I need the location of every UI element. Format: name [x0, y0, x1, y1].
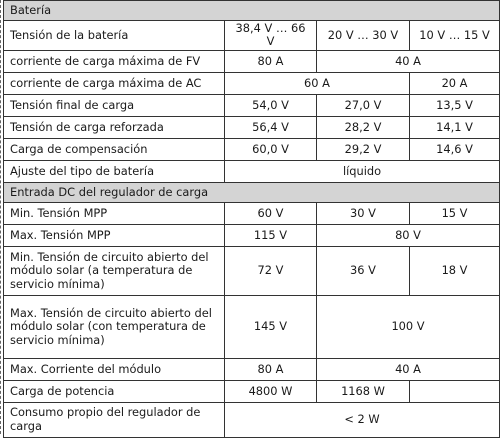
cell-value: 10 V … 15 V — [410, 21, 500, 51]
cell-value: 38,4 V … 66 V — [225, 21, 317, 51]
section-header-battery — [4, 1, 500, 21]
cell-value: líquido — [225, 160, 500, 182]
table-row — [4, 402, 500, 437]
row-label: corriente de carga máxima de FV — [4, 50, 225, 72]
table-row — [4, 50, 500, 72]
table-row — [4, 72, 500, 94]
cell-value: 36 V — [317, 246, 410, 295]
specifications-table — [3, 0, 500, 438]
cell-value: 60 V — [225, 202, 317, 224]
cell-value: 15 V — [410, 202, 500, 224]
cell-value: 27,0 V — [317, 94, 410, 116]
cell-value: 40 A — [317, 358, 500, 380]
row-label: Tensión de carga reforzada — [4, 116, 225, 138]
row-label: Max. Tensión MPP — [4, 224, 225, 246]
cell-value: 13,5 V — [410, 94, 500, 116]
table-row — [4, 160, 500, 182]
row-label: Tensión de la batería — [4, 21, 225, 51]
cell-value: 80 A — [225, 358, 317, 380]
row-label: Max. Corriente del módulo — [4, 358, 225, 380]
cell-value: 115 V — [225, 224, 317, 246]
cell-value: 56,4 V — [225, 116, 317, 138]
cell-value: 72 V — [225, 246, 317, 295]
row-label: Consumo propio del regulador de carga — [4, 402, 225, 437]
table-row — [4, 380, 500, 402]
row-label: Min. Tensión MPP — [4, 202, 225, 224]
cell-value: 80 V — [317, 224, 500, 246]
cell-value: 145 V — [225, 295, 317, 358]
section-title: Batería — [4, 1, 500, 21]
cell-value: 28,2 V — [317, 116, 410, 138]
table-row — [4, 224, 500, 246]
cell-value: 1168 W — [317, 380, 410, 402]
table-row — [4, 246, 500, 295]
cell-value: < 2 W — [225, 402, 500, 437]
cell-value: 20 A — [410, 72, 500, 94]
cell-value — [410, 380, 500, 402]
row-label: corriente de carga máxima de AC — [4, 72, 225, 94]
table-row — [4, 358, 500, 380]
cell-value: 4800 W — [225, 380, 317, 402]
table-row — [4, 202, 500, 224]
table-row — [4, 116, 500, 138]
page-edge-line — [0, 0, 2, 434]
cell-value: 20 V … 30 V — [317, 21, 410, 51]
cell-value: 100 V — [317, 295, 500, 358]
table-row — [4, 295, 500, 358]
row-label: Tensión final de carga — [4, 94, 225, 116]
cell-value: 80 A — [225, 50, 317, 72]
row-label: Carga de potencia — [4, 380, 225, 402]
cell-value: 29,2 V — [317, 138, 410, 160]
cell-value: 14,1 V — [410, 116, 500, 138]
cell-value: 60,0 V — [225, 138, 317, 160]
cell-value: 30 V — [317, 202, 410, 224]
cell-value: 40 A — [317, 50, 500, 72]
cell-value: 54,0 V — [225, 94, 317, 116]
row-label: Carga de compensación — [4, 138, 225, 160]
section-title: Entrada DC del regulador de carga — [4, 182, 500, 202]
row-label: Min. Tensión de circuito abierto del módulo solar (a temperatura de servicio mínima) — [4, 246, 225, 295]
section-header-dc-input — [4, 182, 500, 202]
cell-value: 14,6 V — [410, 138, 500, 160]
cell-value: 18 V — [410, 246, 500, 295]
row-label: Ajuste del tipo de batería — [4, 160, 225, 182]
table-row — [4, 21, 500, 51]
table-row — [4, 94, 500, 116]
table-row — [4, 138, 500, 160]
cell-value: 60 A — [225, 72, 410, 94]
row-label: Max. Tensión de circuito abierto del módulo solar (con temperatura de servicio mínima) — [4, 295, 225, 358]
